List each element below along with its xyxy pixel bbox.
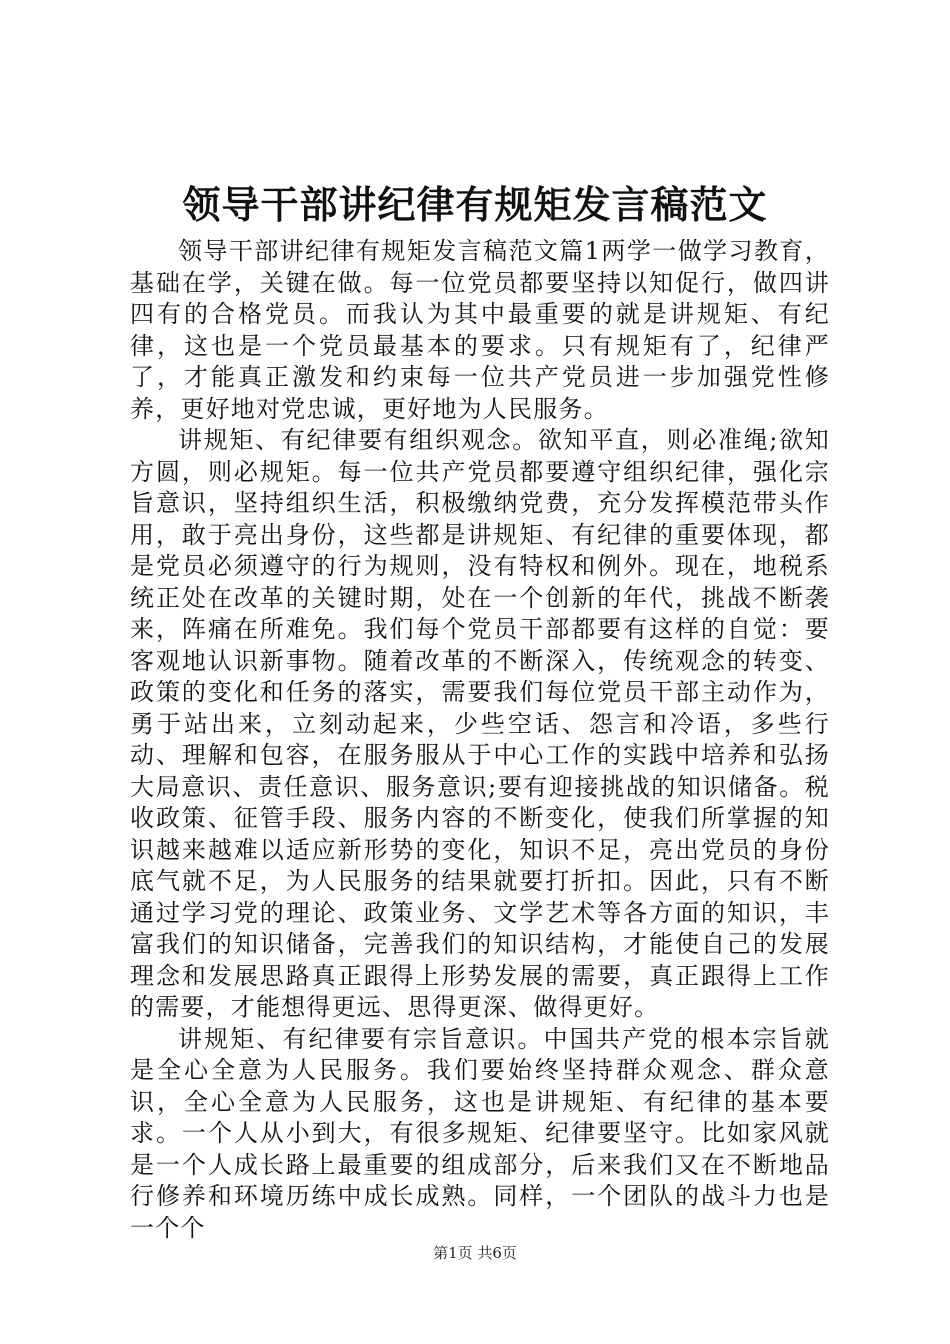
document-body (130, 236, 830, 1242)
document-title: 领导干部讲纪律有规矩发言稿范文 (182, 182, 768, 227)
page-footer: 第1页 共6页 (433, 1244, 517, 1262)
paragraph-1: 领导干部讲纪律有规矩发言稿范文篇1两学一做学习教育，基础在学，关键在做。每一位党员都要坚持以知促行，做四讲四有的合格党员。而我认为其中最重要的就是讲规矩、有纪律，这也是一个党员最基本的要求。只有规矩有了，纪律严了，才能真正激发和约束每一位共产党员进一步加强党性修养，更好地对党忠诚，更好地为人民服务。 (130, 237, 830, 423)
paragraph-2: 讲规矩、有纪律要有组织观念。欲知平直，则必准绳;欲知方圆，则必规矩。每一位共产党员都要遵守组织纪律，强化宗旨意识，坚持组织生活，积极缴纳党费，充分发挥模范带头作用，敢于亮出身份，这些都是讲规矩、有纪律的重要体现，都是党员必须遵守的行为规则，没有特权和例外。现在，地税系统正处在改革的关键时期，处在一个创新的年代，挑战不断袭来，阵痛在所难免。我们每个党员干部都要有这样的自觉：要客观地认识新事物。随着改革的不断深入，传统观念的转变、政策的变化和任务的落实，需要我们每位党员干部主动作为，勇于站出来，立刻动起来，少些空话、怨言和冷语，多些行动、理解和包容，在服务服从于中心工作的实践中培养和弘扬大局意识、责任意识、服务意识;要有迎接挑战的知识储备。税收政策、征管手段、服务内容的不断变化，使我们所掌握的知识越来越难以适应新形势的变化，知识不足，亮出党员的身份底气就不足，为人民服务的结果就要打折扣。因此，只有不断通过学习党的理论、政策业务、文学艺术等各方面的知识，丰富我们的知识储备，完善我们的知识结构，才能使自己的发展理念和发展思路真正跟得上形势发展的需要，真正跟得上工作的需要，才能想得更远、思得更深、做得更好。 (130, 426, 830, 1021)
paragraph-3: 讲规矩、有纪律要有宗旨意识。中国共产党的根本宗旨就是全心全意为人民服务。我们要始终坚持群众观念、群众意识，全心全意为人民服务，这也是讲规矩、有纪律的基本要求。一个人从小到大，有很多规矩、纪律要坚守。比如家风就是一个人成长路上最重要的组成部分，后来我们又在不断地品行修养和环境历练中成长成熟。同样，一个团队的战斗力也是一个个 (130, 1024, 830, 1242)
